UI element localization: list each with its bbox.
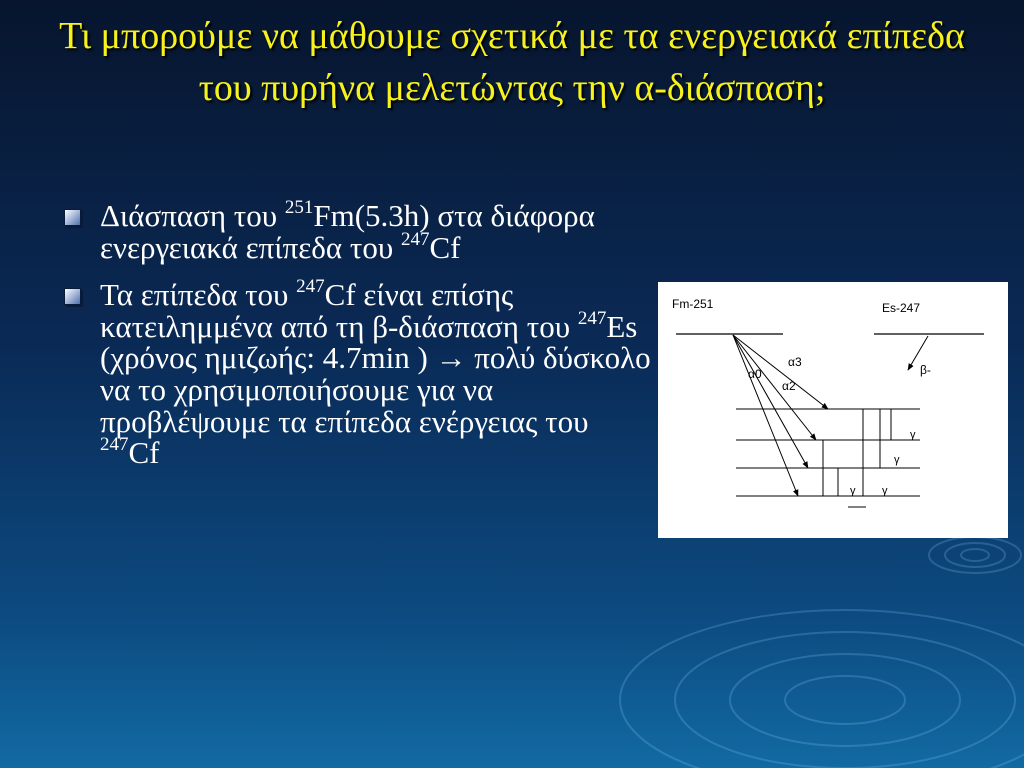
- mass-number: 247: [577, 307, 607, 329]
- mass-number: 247: [296, 276, 325, 298]
- bullet-list: [62, 197, 652, 485]
- mass-number: 251: [284, 197, 314, 218]
- gamma-label: γ: [882, 485, 888, 497]
- bullet-text: Cf είναι επίσης κατειλημμένα από τη β-διάσπαση του: [100, 277, 578, 344]
- alpha3-label: α3: [788, 355, 802, 369]
- bullet-text: Cf: [429, 229, 461, 265]
- bullet-text: Διάσπαση του: [100, 198, 285, 233]
- fm251-label: Fm-251: [672, 297, 714, 311]
- bullet-item: [62, 276, 652, 471]
- bullet-text: Fm(5.3h) στα διάφορα ενεργειακά επίπεδα του: [100, 198, 595, 265]
- bullet-square-icon: [64, 209, 81, 226]
- mass-number: 247: [100, 434, 129, 456]
- beta-label: β-: [920, 363, 931, 377]
- gamma-label: γ: [850, 485, 856, 497]
- decay-scheme-diagram: [658, 282, 1008, 538]
- alpha-arrow: [733, 335, 816, 440]
- gamma-label: γ: [910, 429, 916, 441]
- gamma-label: γ: [894, 454, 900, 466]
- mass-number: 247: [400, 228, 430, 250]
- bullet-text: Cf: [128, 435, 160, 471]
- bullet-text: Es (χρόνος ημιζωής: 4.7min ) → πολύ δύσκολο να το χρησιμοποιήσουμε για να προβλέψουμε τα επίπεδα ενέργειας του: [100, 308, 651, 439]
- slide-title: Τι μπορούμε να μάθουμε σχετικά με τα ενεργειακά επίπεδα του πυρήνα μελετώντας την α-διάσπαση;: [59, 15, 965, 110]
- alpha2-label: α2: [782, 379, 796, 393]
- bullet-item: [62, 197, 652, 265]
- es247-label: Es-247: [882, 301, 921, 315]
- bullet-square-icon: [64, 288, 81, 305]
- bullet-text: Τα επίπεδα του: [100, 277, 297, 313]
- alpha0-label: α0: [748, 367, 762, 381]
